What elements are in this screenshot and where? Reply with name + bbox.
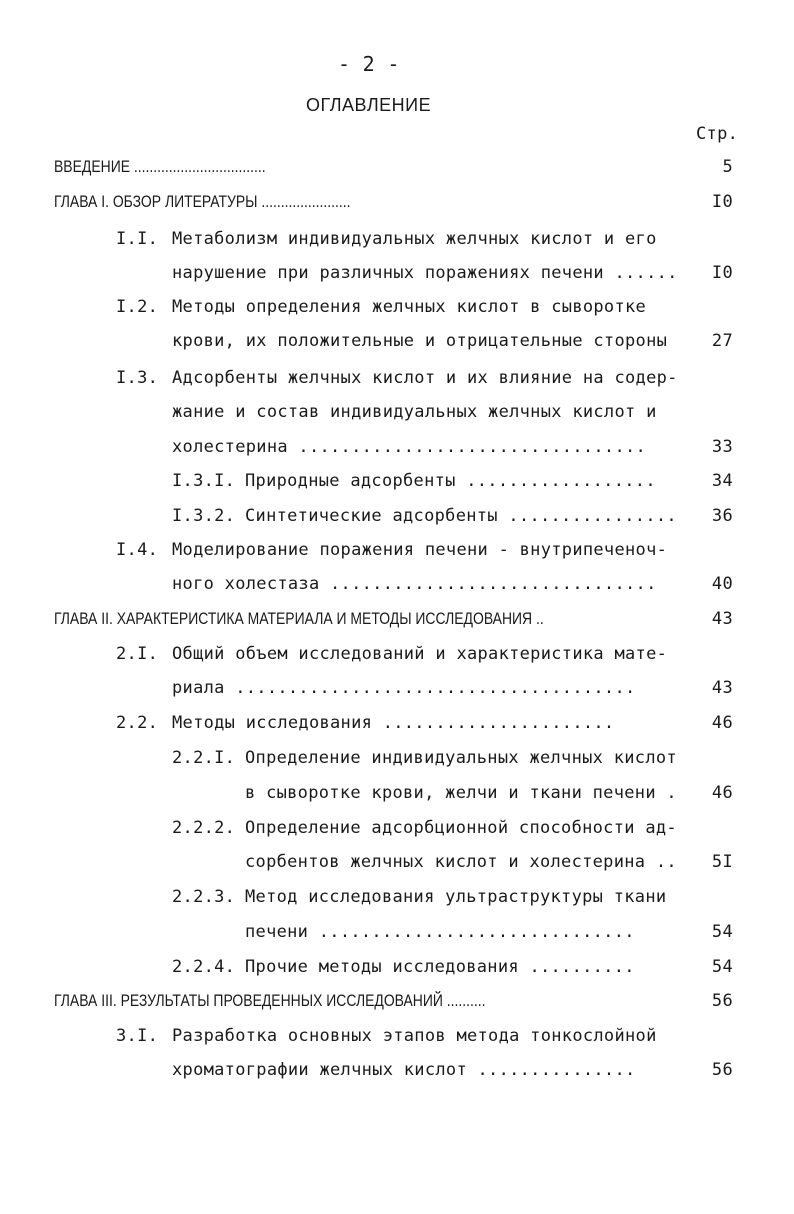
toc-text: Определение адсорбционной способности ад- xyxy=(245,818,677,838)
toc-text: Адсорбенты желчных кислот и их влияние на содер- xyxy=(172,368,678,388)
toc-page: 43 xyxy=(711,678,733,698)
toc-text: Метаболизм индивидуальных желчных кислот и его xyxy=(172,229,657,249)
toc-page: 5I xyxy=(711,852,733,872)
toc-number: I.I. xyxy=(116,229,159,249)
toc-text: нарушение при различных поражениях печени ...... xyxy=(172,263,678,283)
toc-text: холестерина ................................. xyxy=(172,437,647,457)
toc-page: 54 xyxy=(711,957,733,977)
toc-text: Методы определения желчных кислот в сыворотке xyxy=(172,297,647,317)
toc-heading: ГЛАВА II. ХАРАКТЕРИСТИКА МАТЕРИАЛА И МЕТОДЫ ИССЛЕДОВАНИЯ .. xyxy=(54,609,544,628)
toc-page: 43 xyxy=(711,609,733,629)
toc-number: I.4. xyxy=(116,540,159,560)
toc-text: хроматографии желчных кислот ............... xyxy=(172,1060,636,1080)
toc-text: сорбентов желчных кислот и холестерина .. xyxy=(245,852,677,872)
toc-text: крови, их положительные и отрицательные стороны xyxy=(172,331,668,351)
toc-page: 46 xyxy=(711,713,733,733)
toc-page: 54 xyxy=(711,922,733,942)
toc-page: 5 xyxy=(722,157,733,177)
toc-number: I.3. xyxy=(116,368,159,388)
toc-number: 2.2.3. xyxy=(172,887,236,907)
toc-heading: ВВЕДЕНИЕ .................................. xyxy=(54,157,266,176)
toc-text: Природные адсорбенты .................. xyxy=(245,471,656,491)
toc-page: 46 xyxy=(711,783,733,803)
toc-number: 2.2. xyxy=(116,713,159,733)
toc-text: печени .............................. xyxy=(245,922,635,942)
toc-number: I.3.2. xyxy=(172,506,236,526)
toc-page: 56 xyxy=(711,991,733,1011)
toc-page: 33 xyxy=(711,437,733,457)
toc-number: 3.I. xyxy=(116,1026,159,1046)
toc-number: I.2. xyxy=(116,297,159,317)
toc-page: I0 xyxy=(711,263,733,283)
toc-text: Общий объем исследований и характеристика мате- xyxy=(172,644,668,664)
page-column-header: Стр. xyxy=(696,124,739,144)
toc-heading: ГЛАВА III. РЕЗУЛЬТАТЫ ПРОВЕДЕННЫХ ИССЛЕДОВАНИЙ .......... xyxy=(54,991,486,1010)
toc-text: Моделирование поражения печени - внутрипеченоч- xyxy=(172,540,668,560)
toc-number: 2.2.2. xyxy=(172,818,236,838)
toc-page: 40 xyxy=(711,574,733,594)
toc-number: 2.2.4. xyxy=(172,957,236,977)
page-number: - 2 - xyxy=(338,52,400,76)
toc-text: риала ...................................... xyxy=(172,678,636,698)
toc-text: Прочие методы исследования .......... xyxy=(245,957,635,977)
toc-text: Определение индивидуальных желчных кислот xyxy=(245,748,677,768)
toc-page: 34 xyxy=(711,471,733,491)
toc-text: Методы исследования ...................... xyxy=(172,713,615,733)
toc-text: Разработка основных этапов метода тонкослойной xyxy=(172,1026,657,1046)
toc-number: I.3.I. xyxy=(172,471,236,491)
toc-number: 2.I. xyxy=(116,644,159,664)
toc-heading: ГЛАВА I. ОБЗОР ЛИТЕРАТУРЫ ....................... xyxy=(54,192,351,211)
page-title: ОГЛАВЛЕНИЕ xyxy=(306,95,432,115)
toc-text: Синтетические адсорбенты ................ xyxy=(245,506,677,526)
toc-text: Метод исследования ультраструктуры ткани xyxy=(245,887,667,907)
toc-text: в сыворотке крови, желчи и ткани печени . xyxy=(245,783,677,803)
toc-number: 2.2.I. xyxy=(172,748,236,768)
toc-text: ного холестаза ............................... xyxy=(172,574,657,594)
toc-text: жание и состав индивидуальных желчных кислот и xyxy=(172,402,657,422)
toc-page: 56 xyxy=(711,1060,733,1080)
toc-page: 36 xyxy=(711,506,733,526)
toc-page: 27 xyxy=(711,331,733,351)
toc-page: I0 xyxy=(711,192,733,212)
